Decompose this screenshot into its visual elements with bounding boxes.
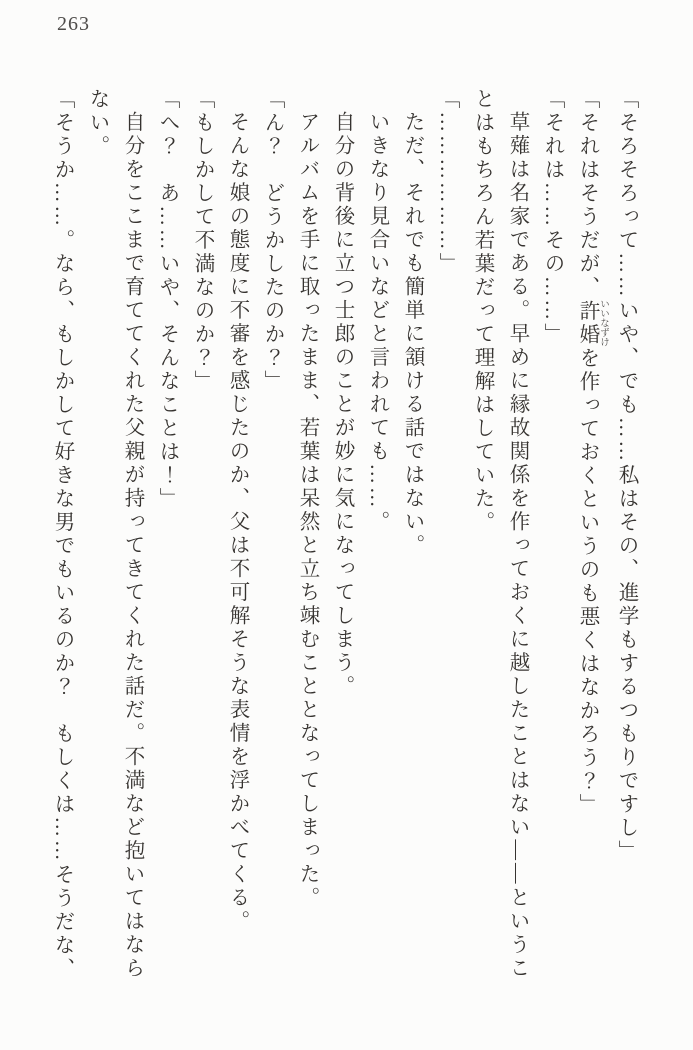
text-line: 「………………」	[436, 88, 458, 276]
text-line: アルバムを手に取ったまま、若葉は呆然と立ち竦むこととなってしまった。	[296, 111, 318, 910]
text-line: 「ん？ どうかしたのか？」	[261, 88, 283, 394]
text-line: 「それは……その……」	[541, 88, 563, 347]
text-line: 「もしかして不満なのか？」	[191, 88, 213, 394]
text-line: 自分をここまで育ててくれた父親が持ってきてくれた話だ。不満など抱いてはなら	[121, 111, 143, 981]
text-line: 自分の背後に立つ士郎のことが妙に気になってしまう。	[331, 111, 353, 699]
text-line: 草薙は名家である。早めに縁故関係を作っておくに越したことはない――というこ	[506, 111, 528, 981]
page-number: 263	[57, 13, 90, 35]
text-line: いきなり見合いなどと言われても……。	[366, 111, 388, 534]
text-line: そんな娘の態度に不審を感じたのか、父は不可解そうな表情を浮かべてくる。	[226, 111, 248, 934]
text-line: 「そろそろって……いや、でも……私はその、進学もするつもりですし」	[615, 88, 637, 864]
text-line: 「へ？ あ……いや、そんなことは！」	[156, 88, 178, 511]
text-line: とはもちろん若葉だって理解はしていた。	[471, 88, 493, 535]
text-line: 「それはそうだが、許婚 いいなずけを作っておくというのも悪くはなかろう？」	[576, 88, 608, 817]
text-line: ない。	[86, 88, 108, 159]
furigana-ruby: 許婚 いいなずけ	[576, 299, 608, 347]
text-line: ただ、それでも簡単に頷ける話ではない。	[401, 111, 423, 558]
text-line: 「そうか……。なら、もしかして好きな男でもいるのか？ もしくは……そうだな、	[51, 88, 73, 981]
vertical-text-block	[44, 88, 643, 1006]
